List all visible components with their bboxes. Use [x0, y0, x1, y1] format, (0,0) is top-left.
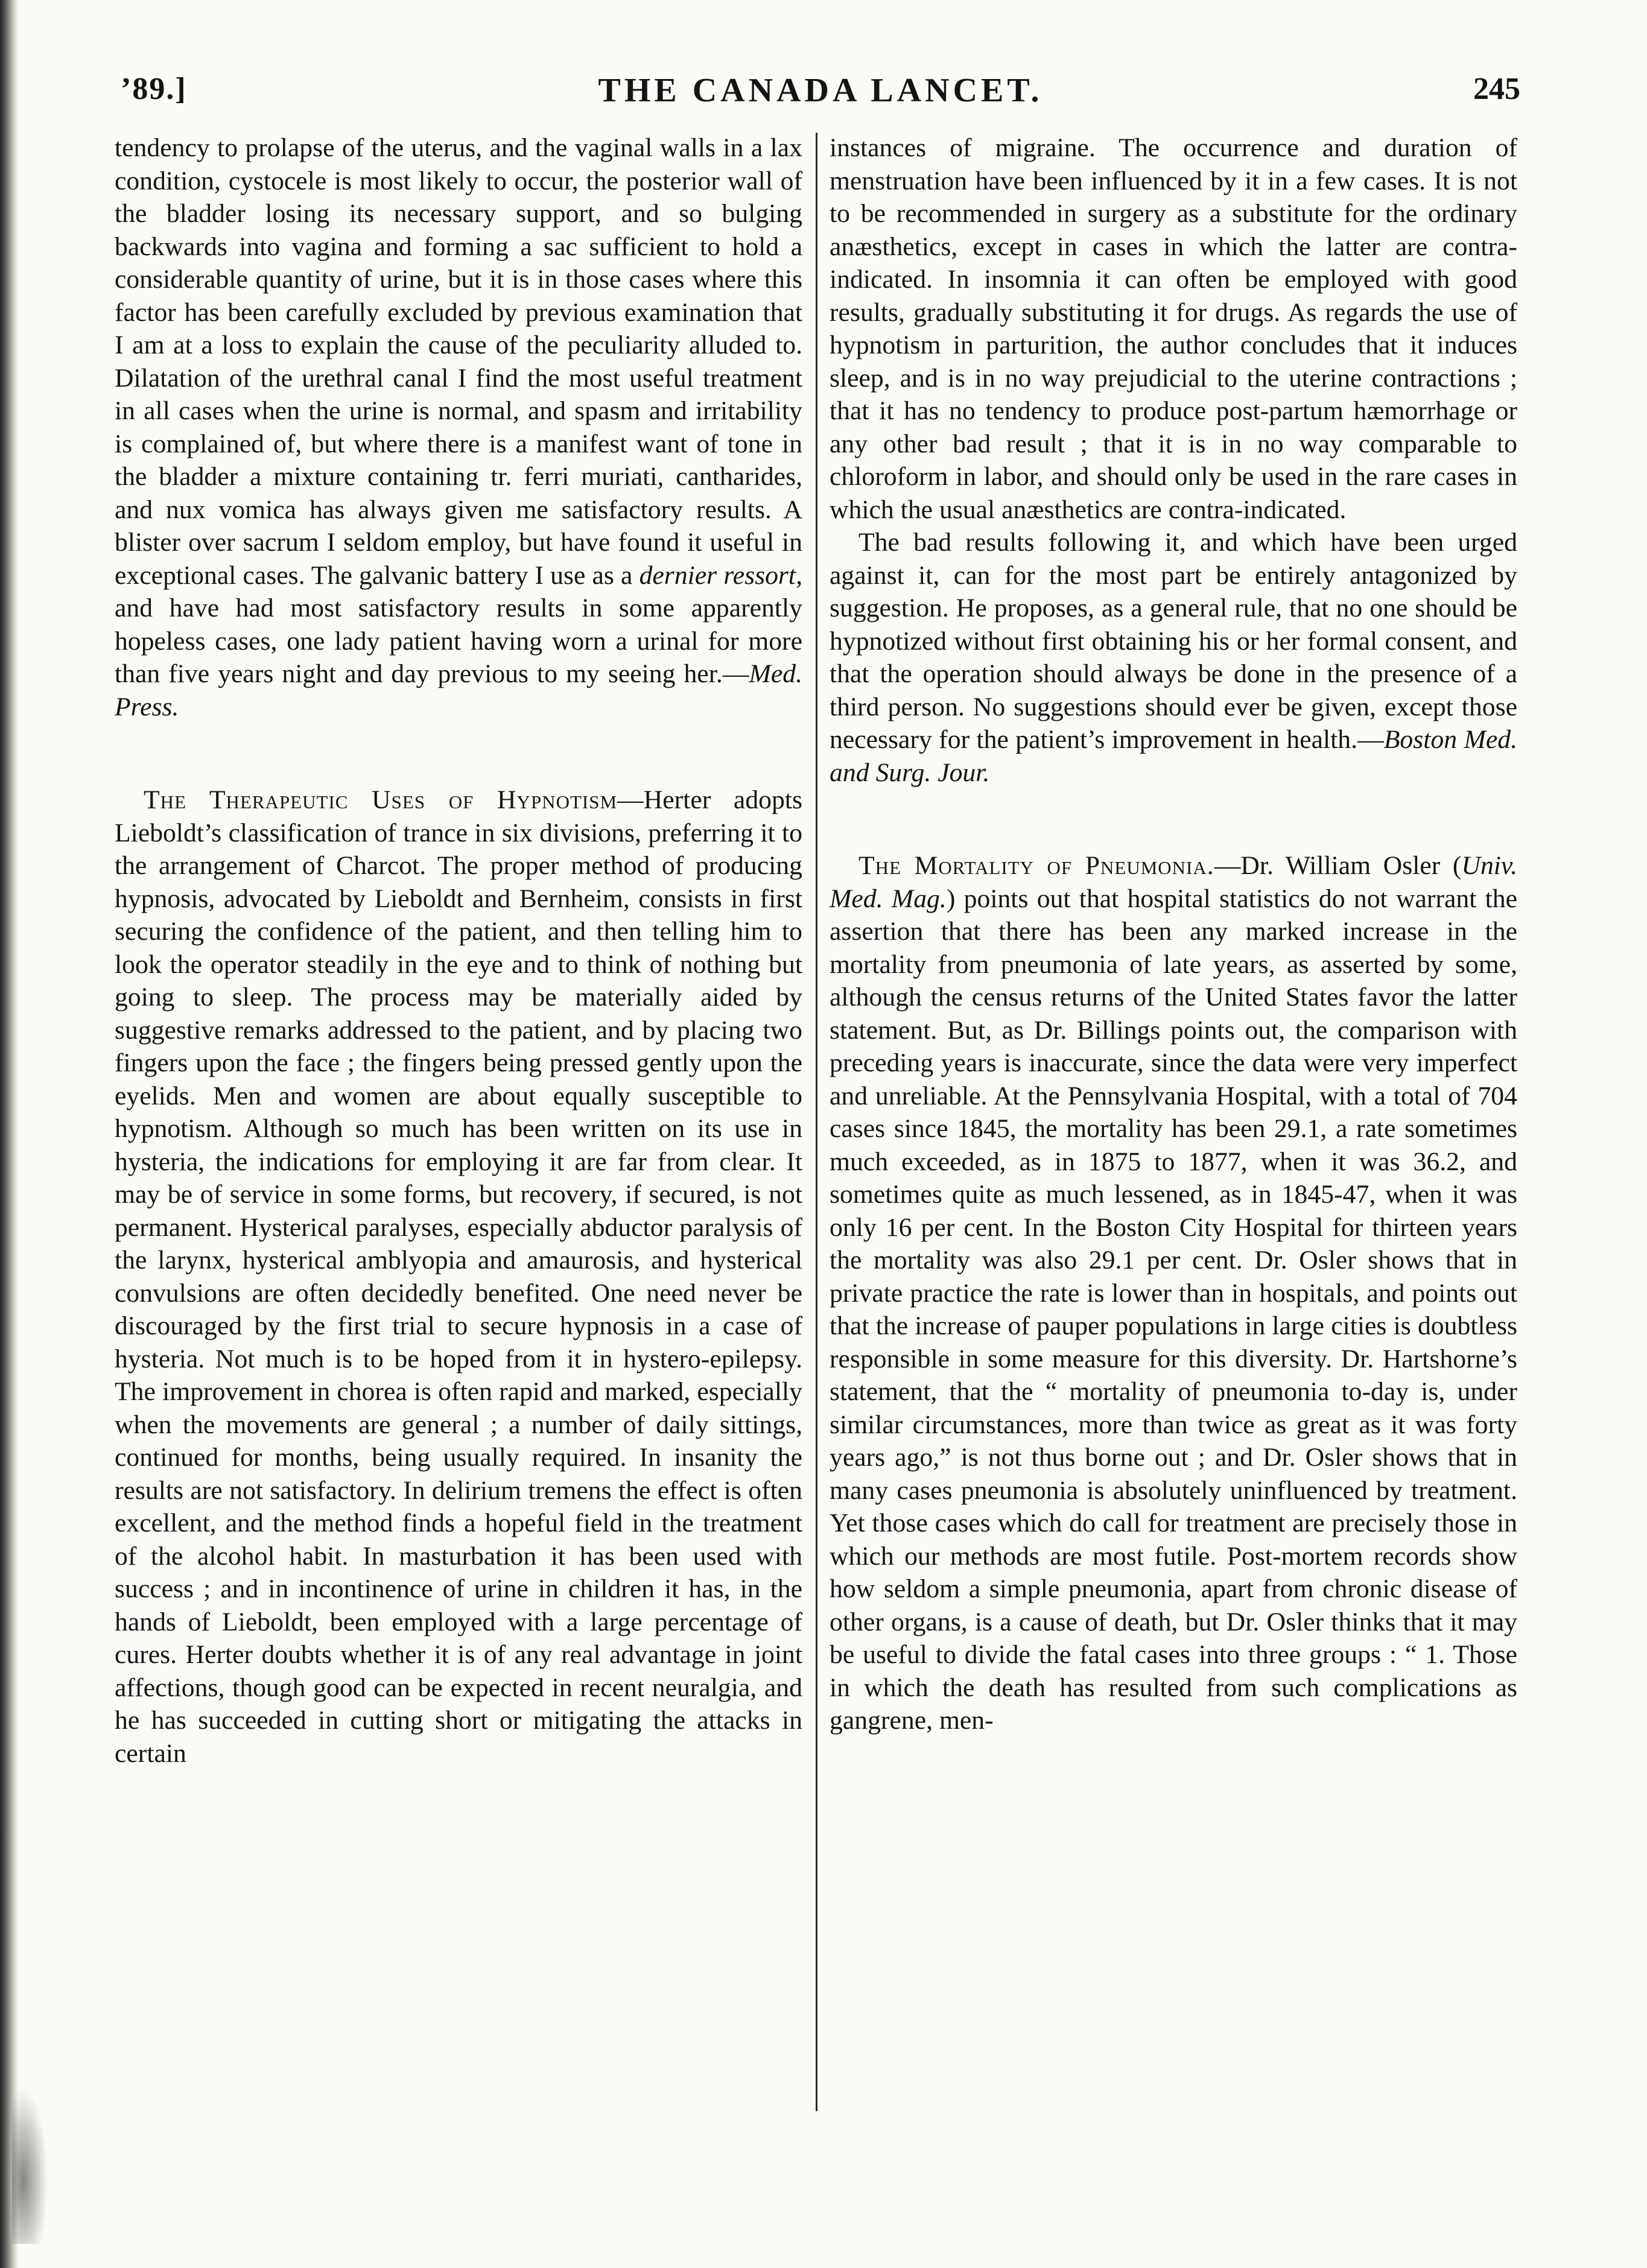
- paragraph-text: The bad results following it, and which have been urged against it, can for the most part be entirely antagonized by suggestion. He proposes, as a general rule, that no one should be hypnotized without first obtaining his or her formal consent, and that the operation should always be done in the presence of a third person. No suggestions should ever be given, except those necessary for the patient’s improvement in health.—: [830, 528, 1517, 754]
- page-number: 245: [1473, 72, 1520, 106]
- page-binding-edge: [0, 0, 18, 2268]
- source-citation: Boston Med. and Surg. Jour.: [830, 725, 1517, 787]
- italic-phrase: dernier ressort,: [639, 560, 802, 590]
- column-divider: [816, 133, 817, 2111]
- continued-paragraph: instances of migraine. The occurrence and duration of menstruation have been influenced by it in a few cases. It is not to be recommended in surgery as a substitute for the ordinary anæsthetics, except in cases in which the latter are contra-indicated. In insomnia it can often be employed with good results, gradually substituting it for drugs. As regards the use of hypnotism in parturition, the author concludes that it induces sleep, and is in no way prejudicial to the uterine contractions ; that it has no tendency to produce post-partum hæmorrhage or any other bad result ; that it is in no way comparable to chloroform in labor, and should only be used in the rare cases in which the usual anæsthetics are contra-indicated.: [830, 133, 1517, 524]
- article-hypnotism: [115, 784, 802, 1770]
- paragraph: [830, 526, 1517, 789]
- left-column: [115, 131, 802, 1770]
- paragraph-text-cont: and have had most satisfactory results in some apparently hopeless cases, one lady patient having worn a urinal for more than five years night and day previous to my seeing her.—: [115, 594, 802, 688]
- running-header: [121, 66, 1520, 121]
- article-heading: The Mortality of Pneumonia.: [858, 851, 1214, 880]
- page-smudge: [12, 2087, 48, 2244]
- continued-paragraph: [115, 131, 802, 723]
- journal-title: THE CANADA LANCET.: [598, 72, 1043, 109]
- paragraph-text: tendency to prolapse of the uterus, and the vaginal walls in a lax condition, cystocele is most likely to occur, the posterior wall of the bladder losing its necessary support, and so bulging backwards into vagina and forming a sac sufficient to hold a considerable quantity of urine, but it is in those cases where this factor has been carefully excluded by previous examination that I am at a loss to explain the cause of the peculiarity alluded to. Dilatation of the urethral canal I find the most useful treatment in all cases when the urine is normal, and spasm and irritability is complained of, but where there is a manifest want of tone in the bladder a mixture containing tr. ferri muriati, cantharides, and nux vomica has always given me satisfactory results. A blister over sacrum I seldom employ, but have found it useful in exceptional cases. The galvanic battery I use as a: [115, 133, 802, 590]
- article-text-cont: ) points out that hospital statistics do not warrant the assertion that there has been any marked increase in the mortality from pneumonia of late years, as asserted by some, although the census returns of the United States favor the latter statement. But, as Dr. Billings points out, the comparison with preceding years is inaccurate, since the data were very imperfect and unreliable. At the Pennsylvania Hospital, with a total of 704 cases since 1845, the mortality has been 29.1, a rate sometimes much exceeded, as in 1875 to 1877, when it was 36.2, and sometimes quite as much lessened, as in 1845-47, when it was only 16 per cent. In the Boston City Hospital for thirteen years the mortality was also 29.1 per cent. Dr. Osler shows that in private practice the rate is lower than in hospitals, and points out that the increase of pauper populations in large cities is doubtless responsible in some measure for this diversity. Dr. Hartshorne’s statement, that the “ mortality of pneumonia to-day is, under similar circumstances, more than twice as great as it was forty years ago,” is not thus borne out ; and Dr. Osler shows that in many cases pneumonia is absolutely uninfluenced by treatment. Yet those cases which do call for treatment are precisely those in which our methods are most futile. Post-mortem records show how seldom a simple pneumonia, apart from chronic disease of other organs, is a cause of death, but Dr. Osler thinks that it may be useful to divide the fatal cases into three groups : “ 1. Those in which the death has resulted from such complications as gangrene, men-: [830, 884, 1518, 1735]
- article-heading: The Therapeutic Uses of Hypnotism: [144, 785, 618, 814]
- italic-citation: Univ. Med. Mag.: [830, 851, 1517, 913]
- article-pneumonia: [830, 849, 1517, 1737]
- right-column: [830, 131, 1517, 1737]
- article-text: —Herter adopts Lieboldt’s classification of trance in six divisions, preferring it to the arrangement of Charcot. The proper method of producing hypnosis, advocated by Lieboldt and Bernheim, consists in first securing the confidence of the patient, and then telling him to look the operator steadily in the eye and to think of nothing but going to sleep. The process may be materially aided by suggestive remarks addressed to the patient, and by placing two fingers upon the face ; the fingers being pressed gently upon the eyelids. Men and women are about equally susceptible to hypnotism. Although so much has been written on its use in hysteria, the indications for employing it are far from clear. It may be of service in some forms, but recovery, if secured, is not permanent. Hysterical paralyses, especially abductor paralysis of the larynx, hysterical amblyopia and amaurosis, and hysterical convulsions are often decidedly benefited. One need never be discouraged by the first trial to secure hypnosis in a case of hysteria. Not much is to be hoped from it in hystero-epilepsy. The improvement in chorea is often rapid and marked, especially when the movements are general ; a number of daily sittings, continued for months, being usually required. In insanity the results are not satisfactory. In delirium tremens the effect is often excellent, and the method finds a hopeful field in the treatment of the alcohol habit. In masturbation it has been used with success ; and in incontinence of urine in children it has, in the hands of Lieboldt, been employed with a large percentage of cures. Herter doubts whether it is of any real advantage in joint affections, though good can be expected in recent neuralgia, and he has succeeded in cutting short or mitigating the attacks in certain: [115, 785, 802, 1768]
- source-citation: Med. Press.: [115, 659, 802, 721]
- article-text: —Dr. William Osler (: [1214, 851, 1462, 880]
- header-year: ’89.]: [121, 72, 187, 106]
